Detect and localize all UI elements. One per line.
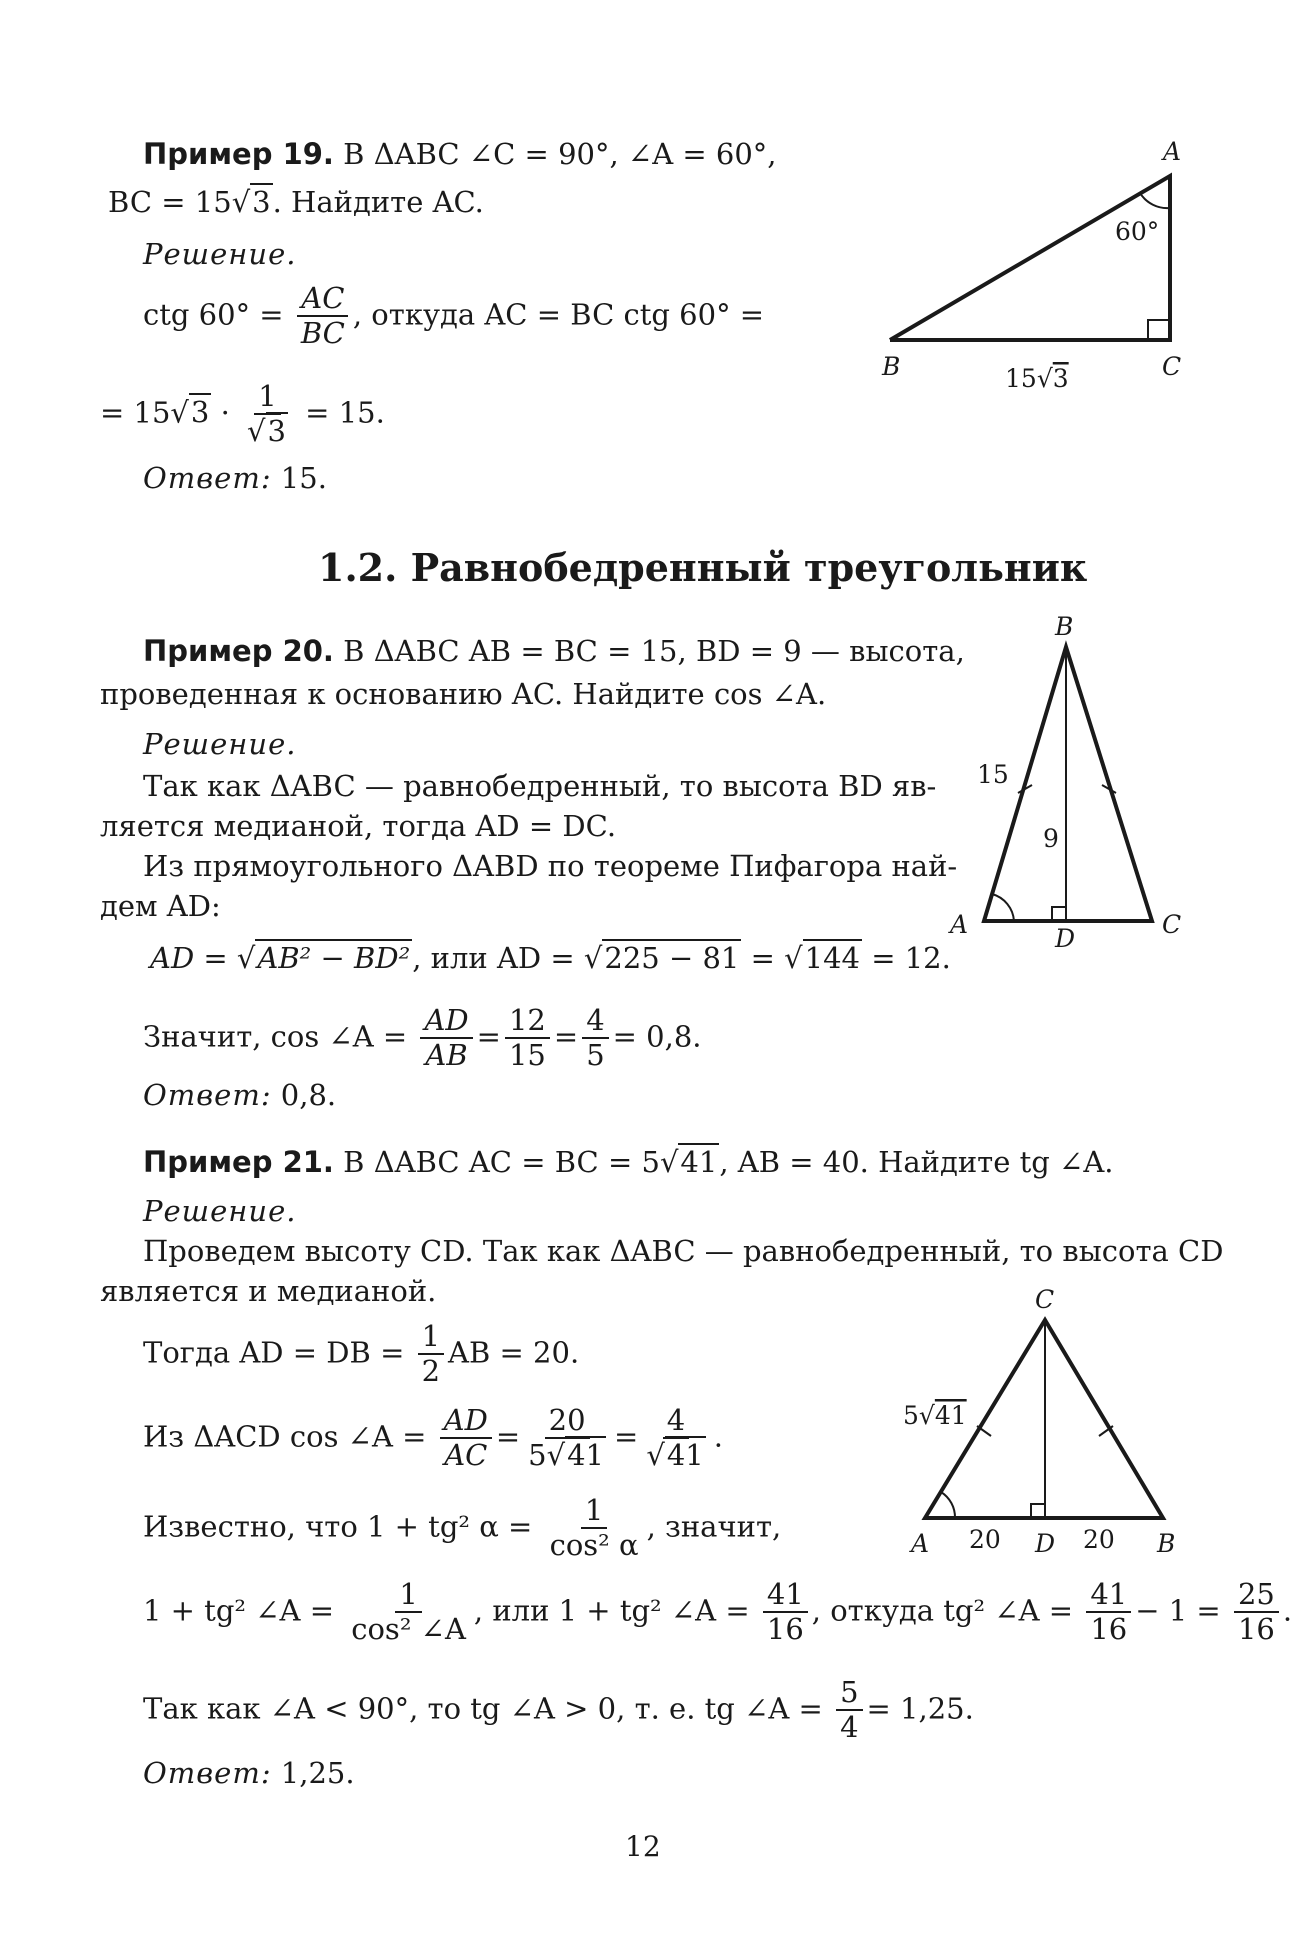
right-angle-mark	[1148, 320, 1170, 340]
example-19-solution-label: Решение.	[143, 237, 297, 271]
vertex-c-label: C	[1162, 352, 1182, 381]
angle-arc-a	[1140, 193, 1170, 208]
fraction-ac-bc: $\frac{AC}{BC}$	[297, 282, 349, 351]
example-20-formula-cos: Значит, cos ∠A = $\frac{AD}{AB}$ = $\frac{12}{15}$ = $\frac{4}{5}$ = 0,8.	[143, 1003, 702, 1073]
example-20-answer: Ответ: 0,8.	[143, 1078, 337, 1112]
example-21-formula-2: Из ΔACD cos ∠A = $\frac{AD}{AC}$ = $\frac{20}{5√41}$ = $\frac{4}{√41}$ .	[143, 1403, 723, 1473]
foot-d-label: D	[1055, 924, 1076, 953]
vertex-a-label: A	[911, 1529, 930, 1558]
example-19-formula-2: = 15√3 · $\frac{1}{√3}$ = 15.	[100, 379, 385, 449]
example-19-formula-1: ctg 60° = $\frac{AC}{BC}$ , откуда AC = BC ctg 60° =	[143, 281, 765, 351]
example-21-para-1: Проведем высоту CD. Так как ΔABC — равнобедренный, то высота CD	[143, 1234, 1224, 1268]
example-20-para-1: Так как ΔABC — равнобедренный, то высота BD яв-	[143, 769, 937, 803]
example-19-line-1	[143, 136, 777, 172]
example-20-formula-ad: AD = √AB² − BD², или AD = √225 − 81 = √144 = 12.	[150, 941, 951, 975]
triangle-abc-outline	[890, 176, 1170, 340]
example-20-para-2: ляется медианой, тогда AD = DC.	[100, 809, 617, 843]
example-21-formula-5: Так как ∠A < 90°, то tg ∠A > 0, т. е. tg ∠A = $\frac{5}{4}$ = 1,25.	[143, 1675, 974, 1745]
segment-ad-label: 20	[969, 1525, 1001, 1554]
example-21-formula-1: Тогда AD = DB = $\frac{1}{2}$ AB = 20.	[143, 1319, 580, 1389]
example-19-label: Пример 19.	[143, 137, 334, 171]
vertex-c-label: C	[1035, 1285, 1055, 1314]
example-21-para-2: является и медианой.	[100, 1274, 437, 1308]
vertex-b-label: B	[1055, 612, 1074, 641]
example-21-formula-3: Известно, что 1 + tg² α = $\frac{1}{\text{cos² α}}$ , значит,	[143, 1493, 782, 1563]
example-19-line-2: BC = 15√3. Найдите AC.	[108, 185, 484, 219]
triangle-figure-20	[930, 605, 1200, 955]
example-20-label: Пример 20.	[143, 634, 334, 668]
example-20-solution-label: Решение.	[143, 727, 297, 761]
example-20-para-4: дем AD:	[100, 889, 221, 923]
example-21-answer: Ответ: 1,25.	[143, 1756, 355, 1790]
height-9-label: 9	[1043, 824, 1059, 853]
triangle-figure-21	[895, 1278, 1195, 1558]
vertex-b-label: B	[1157, 1529, 1176, 1558]
side-ac-label: 5√41	[903, 1401, 967, 1430]
segment-db-label: 20	[1083, 1525, 1115, 1554]
vertex-c-label: C	[1162, 910, 1182, 939]
angle-arc-a	[941, 1492, 955, 1518]
vertex-a-label: A	[950, 910, 969, 939]
foot-d-label: D	[1035, 1529, 1056, 1558]
example-21-line-1: Пример 21. В ΔABC AC = BC = 5√41, AB = 40. Найдите tg ∠A.	[143, 1145, 1114, 1179]
vertex-b-label: B	[882, 352, 901, 381]
page-number: 12	[625, 1830, 661, 1863]
side-bc-label: 15√3	[1005, 364, 1069, 393]
right-angle-mark	[1052, 907, 1066, 921]
vertex-a-label: A	[1163, 137, 1182, 166]
section-heading: 1.2. Равнобедренный треугольник	[318, 545, 1088, 590]
angle-60-label: 60°	[1115, 217, 1160, 246]
right-angle-mark	[1031, 1504, 1045, 1518]
example-20-para-3: Из прямоугольного ΔABD по теореме Пифагора най-	[143, 849, 958, 883]
example-19-answer: Ответ: 15.	[143, 461, 327, 495]
example-21-solution-label: Решение.	[143, 1194, 297, 1228]
isosceles-triangle-outline	[984, 647, 1152, 921]
example-19-condition: В ΔABC ∠C = 90°, ∠A = 60°,	[343, 137, 777, 171]
example-20-line-1: Пример 20. В ΔABC AB = BC = 15, BD = 9 — высота,	[143, 634, 965, 668]
example-21-label: Пример 21.	[143, 1145, 334, 1179]
example-21-formula-4: 1 + tg² ∠A = $\frac{1}{\text{cos² ∠A}}$ , или 1 + tg² ∠A = $\frac{41}{16}$ , откуда tg² ∠A = $\frac{41}{16}$ − 1 = $\frac{25}{16}$ .	[143, 1577, 1292, 1647]
angle-arc-a	[992, 894, 1014, 921]
fraction-1-sqrt3: $\frac{1}{√3}$	[247, 379, 286, 449]
side-15-label: 15	[977, 760, 1009, 789]
triangle-figure-19	[860, 130, 1200, 400]
example-20-line-2: проведенная к основанию AC. Найдите cos ∠A.	[100, 677, 827, 711]
